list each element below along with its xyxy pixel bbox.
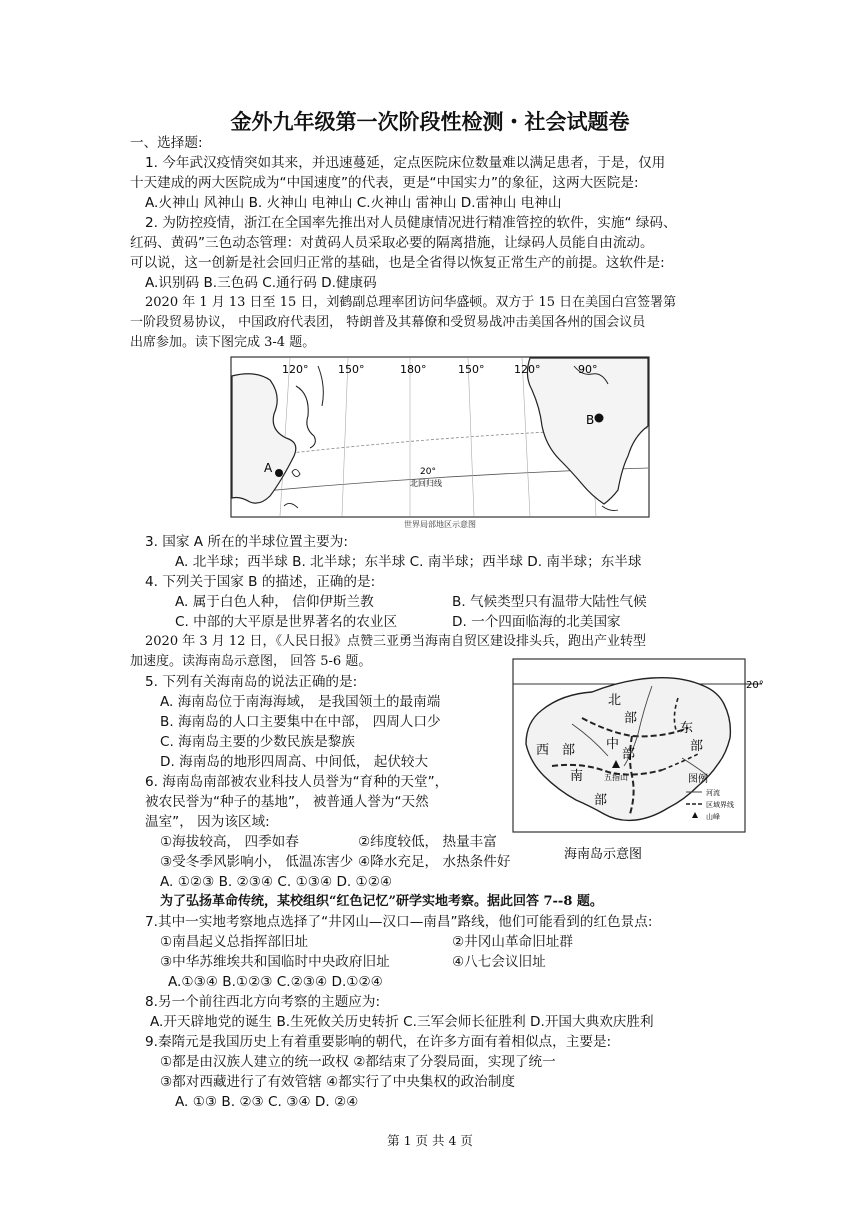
q2-options: A.识别码 B.三色码 C.通行码 D.健康码 <box>145 275 377 291</box>
q3-stem: 3. 国家 A 所在的半球位置主要为: <box>145 534 348 550</box>
q5-option-c: C. 海南岛主要的少数民族是黎族 <box>160 734 355 750</box>
region-label: 部 <box>594 793 608 808</box>
section-heading: 一、选择题: <box>130 135 203 151</box>
lon-label: 150° <box>458 363 485 376</box>
q1-stem-line2: 十天建成的两大医院成为“中国速度”的代表，更是“中国实力”的象征，这两大医院是: <box>130 175 639 191</box>
intro-56-line1: 2020 年 3 月 12 日，《人民日报》点赞三亚勇当海南自贸区建设排头兵，跑出产业转型 <box>145 634 647 649</box>
region-label: 西 <box>536 743 550 758</box>
q5-option-a: A. 海南岛位于南海海域， 是我国领土的最南端 <box>160 694 441 710</box>
point-a-label: A <box>264 461 273 475</box>
exam-title: 金外九年级第一次阶段性检测・社会试题卷 <box>230 109 630 134</box>
world-map-caption: 世界局部地区示意图 <box>404 520 476 529</box>
region-label: 部 <box>624 711 638 726</box>
lon-label: 120° <box>514 363 541 376</box>
q4-option-c: C. 中部的大平原是世界著名的农业区 <box>175 614 398 630</box>
q1-stem-line1: 1. 今年武汉疫情突如其来，并迅速蔓延，定点医院床位数量难以满足患者，于是，仅用 <box>145 155 666 171</box>
peak-label: 五指山 <box>604 773 628 782</box>
q7-statement-2: ②井冈山革命旧址群 <box>452 934 573 950</box>
region-label: 东 <box>680 721 694 736</box>
legend-river: 河流 <box>706 789 720 797</box>
legend-title: 图例 <box>688 774 708 785</box>
q9-statements-3-4: ③都对西藏进行了有效管辖 ④都实行了中央集权的政治制度 <box>160 1074 515 1090</box>
q5-option-b: B. 海南岛的人口主要集中在中部， 四周人口少 <box>160 714 441 730</box>
q9-statements-1-2: ①都是由汉族人建立的统一政权 ②都结束了分裂局面，实现了统一 <box>160 1054 556 1070</box>
lon-label: 90° <box>578 363 598 376</box>
world-map <box>230 356 650 530</box>
q5-option-d: D. 海南岛的地形四周高、中间低， 起伏较大 <box>160 754 429 770</box>
q6-statement-2: ②纬度较低， 热量丰富 <box>358 834 497 850</box>
q7-options: A.①③④ B.①②③ C.②③④ D.①②④ <box>168 974 383 990</box>
q7-statement-4: ④八七会议旧址 <box>452 954 546 970</box>
q4-option-a: A. 属于白色人种， 信仰伊斯兰教 <box>175 594 374 610</box>
q6-statement-4: ④降水充足， 水热条件好 <box>358 854 511 870</box>
hainan-map-caption: 海南岛示意图 <box>564 847 643 862</box>
q1-options: A.火神山 风神山 B. 火神山 电神山 C.火神山 雷神山 D.雷神山 电神山 <box>145 195 562 211</box>
q7-statement-1: ①南昌起义总指挥部旧址 <box>160 934 309 950</box>
q6-stem-line1: 6. 海南岛南部被农业科技人员誉为“育种的天堂”， <box>145 774 449 790</box>
legend-boundary: 区域界线 <box>706 801 734 809</box>
q2-stem-line1: 2. 为防控疫情，浙江在全国率先推出对人员健康情况进行精准管控的软件，实施“ 绿码、 <box>145 215 677 231</box>
lat-label: 20° <box>420 467 436 477</box>
intro-34-line1: 2020 年 1 月 13 日至 15 日，刘鹤副总理率团访问华盛顿。双方于 15 日在美国白宫签署第 <box>145 295 677 310</box>
region-label: 部 <box>562 743 576 758</box>
q9-stem: 9.秦隋元是我国历史上有着重要影响的朝代，在许多方面有着相似点，主要是: <box>145 1034 612 1050</box>
lon-label: 120° <box>282 363 309 376</box>
q2-stem-line3: 可以说，这一创新是社会回归正常的基础，也是全省得以恢复正常生产的前提。这软件是: <box>130 255 665 271</box>
page-footer: 第 1 页 共 4 页 <box>387 1133 473 1148</box>
region-label: 部 <box>622 747 636 762</box>
hainan-map <box>512 658 774 866</box>
intro-56-line2: 加速度。读海南岛示意图， 回答 5-6 题。 <box>130 654 372 669</box>
intro-34-line3: 出席参加。读下图完成 3-4 题。 <box>130 335 316 350</box>
q6-stem-line3: 温室”， 因为该区域: <box>145 814 270 830</box>
q4-option-b: B. 气候类型只有温带大陆性气候 <box>452 594 647 610</box>
region-label: 部 <box>690 739 704 754</box>
point-b-label: B <box>586 413 595 427</box>
q4-stem: 4. 下列关于国家 B 的描述，正确的是: <box>145 574 376 590</box>
tropic-label: 北回归线 <box>410 479 442 488</box>
legend-mountain: 山峰 <box>706 813 720 821</box>
q7-statement-3: ③中华苏维埃共和国临时中央政府旧址 <box>160 954 390 970</box>
intro-78: 为了弘扬革命传统，某校组织“红色记忆”研学实地考察。据此回答 7--8 题。 <box>160 894 603 909</box>
q9-options: A. ①③ B. ②③ C. ③④ D. ②④ <box>175 1094 359 1110</box>
q5-stem: 5. 下列有关海南岛的说法正确的是: <box>145 674 358 690</box>
region-label: 中 <box>606 737 620 752</box>
q2-stem-line2: 红码、黄码”三色动态管理：对黄码人员采取必要的隔离措施，让绿码人员能自由流动。 <box>130 235 654 251</box>
lon-label: 180° <box>400 363 427 376</box>
q6-statement-1: ①海拔较高， 四季如春 <box>160 834 299 850</box>
q4-option-d: D. 一个四面临海的北美国家 <box>452 614 621 630</box>
intro-34-line2: 一阶段贸易协议， 中国政府代表团， 特朗普及其幕僚和受贸易战冲击美国各州的国会议员 <box>130 315 646 330</box>
hainan-lat-label: 20° <box>746 680 764 691</box>
q6-options: A. ①②③ B. ②③④ C. ①③④ D. ①②④ <box>160 874 393 890</box>
q6-statement-3: ③受冬季风影响小， 低温冻害少 <box>160 854 354 870</box>
q7-stem: 7.其中一实地考察地点选择了“井冈山—汉口—南昌”路线，他们可能看到的红色景点: <box>145 914 653 930</box>
q8-options: A.开天辟地党的诞生 B.生死攸关历史转折 C.三军会师长征胜利 D.开国大典欢庆胜利 <box>150 1014 654 1030</box>
q3-options: A. 北半球；西半球 B. 北半球；东半球 C. 南半球；西半球 D. 南半球；东半球 <box>175 554 642 570</box>
q8-stem: 8.另一个前往西北方向考察的主题应为: <box>145 994 381 1010</box>
lon-label: 150° <box>338 363 365 376</box>
q6-stem-line2: 被农民誉为“种子的基地”， 被普通人誉为“天然 <box>145 794 429 810</box>
region-label: 北 <box>608 693 622 708</box>
region-label: 南 <box>570 769 584 784</box>
